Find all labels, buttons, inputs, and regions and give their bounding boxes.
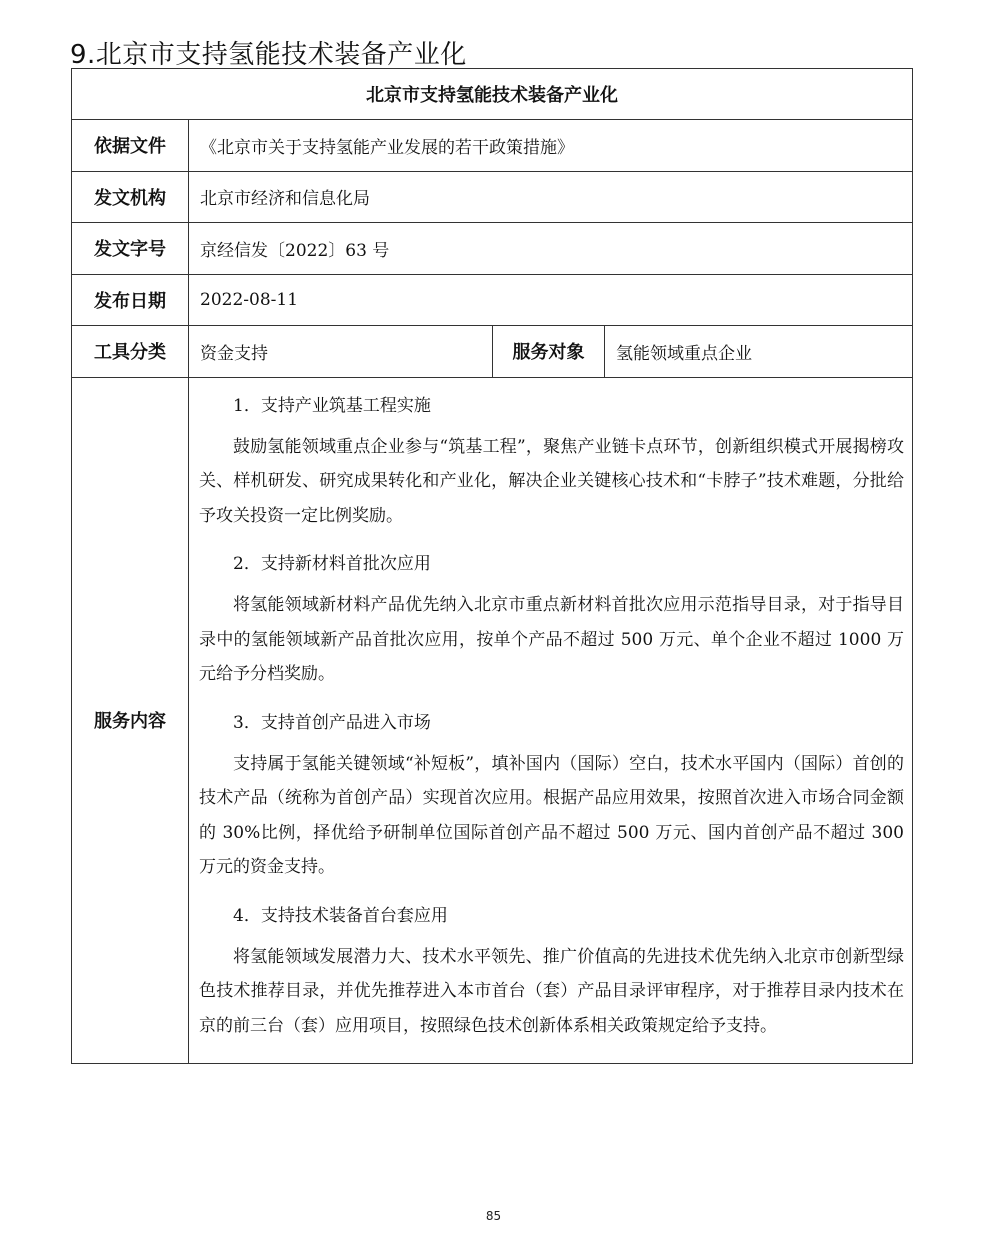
item-title-1: 1．支持产业筑基工程实施 xyxy=(233,395,431,416)
table-row xyxy=(72,223,913,275)
table-row xyxy=(72,326,913,378)
service-target-value: 氢能领域重点企业 xyxy=(605,326,913,378)
table-row xyxy=(72,274,913,326)
item-text-4: 将氢能领域发展潜力大、技术水平领先、推广价值高的先进技术优先纳入北京市创新型绿色技术推荐目录，并优先推荐进入本市首台（套）产品目录评审程序，对于推荐目录内技术在京的前三台（套）应用项目，按照绿色技术创新体系相关政策规定给予支持。 xyxy=(199,946,904,1036)
service-content-body xyxy=(189,377,913,1064)
service-content-label: 服务内容 xyxy=(72,377,189,1064)
item-text-2: 将氢能领域新材料产品优先纳入北京市重点新材料首批次应用示范指导目录，对于指导目录中的氢能领域新产品首批次应用，按单个产品不超过 500 万元、单个企业不超过 1000 万元给予分档奖励。 xyxy=(199,595,904,684)
item-text-3: 支持属于氢能关键领域“补短板”，填补国内（国际）空白，技术水平国内（国际）首创的技术产品（统称为首创产品）实现首次应用。根据产品应用效果，按照首次进入市场合同金额的 30%比例，择优给予研制单位国际首创产品不超过 500 万元、国内首创产品不超过 300 万元的资金支持。 xyxy=(199,753,904,877)
tool-category-value: 资金支持 xyxy=(189,326,493,378)
item-title-3: 3．支持首创产品进入市场 xyxy=(233,712,431,733)
issuing-agency-label: 发文机构 xyxy=(72,171,189,223)
document-number-value: 京经信发〔2022〕63 号 xyxy=(189,223,913,275)
table-row xyxy=(72,120,913,172)
item-title-4: 4．支持技术装备首台套应用 xyxy=(233,905,448,926)
item-title-2: 2．支持新材料首批次应用 xyxy=(233,554,431,574)
tool-category-label: 工具分类 xyxy=(72,326,189,378)
service-target-label: 服务对象 xyxy=(493,326,605,378)
policy-table xyxy=(71,68,913,1064)
page-number: 85 xyxy=(485,1209,502,1223)
document-number-label: 发文字号 xyxy=(72,223,189,275)
table-row xyxy=(72,171,913,223)
basis-document-value: 《北京市关于支持氢能产业发展的若干政策措施》 xyxy=(189,120,913,172)
table-row xyxy=(72,377,913,1064)
release-date-value: 2022-08-11 xyxy=(189,274,913,326)
issuing-agency-value: 北京市经济和信息化局 xyxy=(189,171,913,223)
release-date-label: 发布日期 xyxy=(72,274,189,326)
item-text-1: 鼓励氢能领域重点企业参与“筑基工程”，聚焦产业链卡点环节，创新组织模式开展揭榜攻关、样机研发、研究成果转化和产业化，解决企业关键核心技术和“卡脖子”技术难题，分批给予攻关投资一定比例奖励。 xyxy=(199,436,904,526)
section-heading: 9.北京市支持氢能技术装备产业化 xyxy=(70,40,467,70)
table-title: 北京市支持氢能技术装备产业化 xyxy=(72,69,913,120)
basis-document-label: 依据文件 xyxy=(72,120,189,172)
